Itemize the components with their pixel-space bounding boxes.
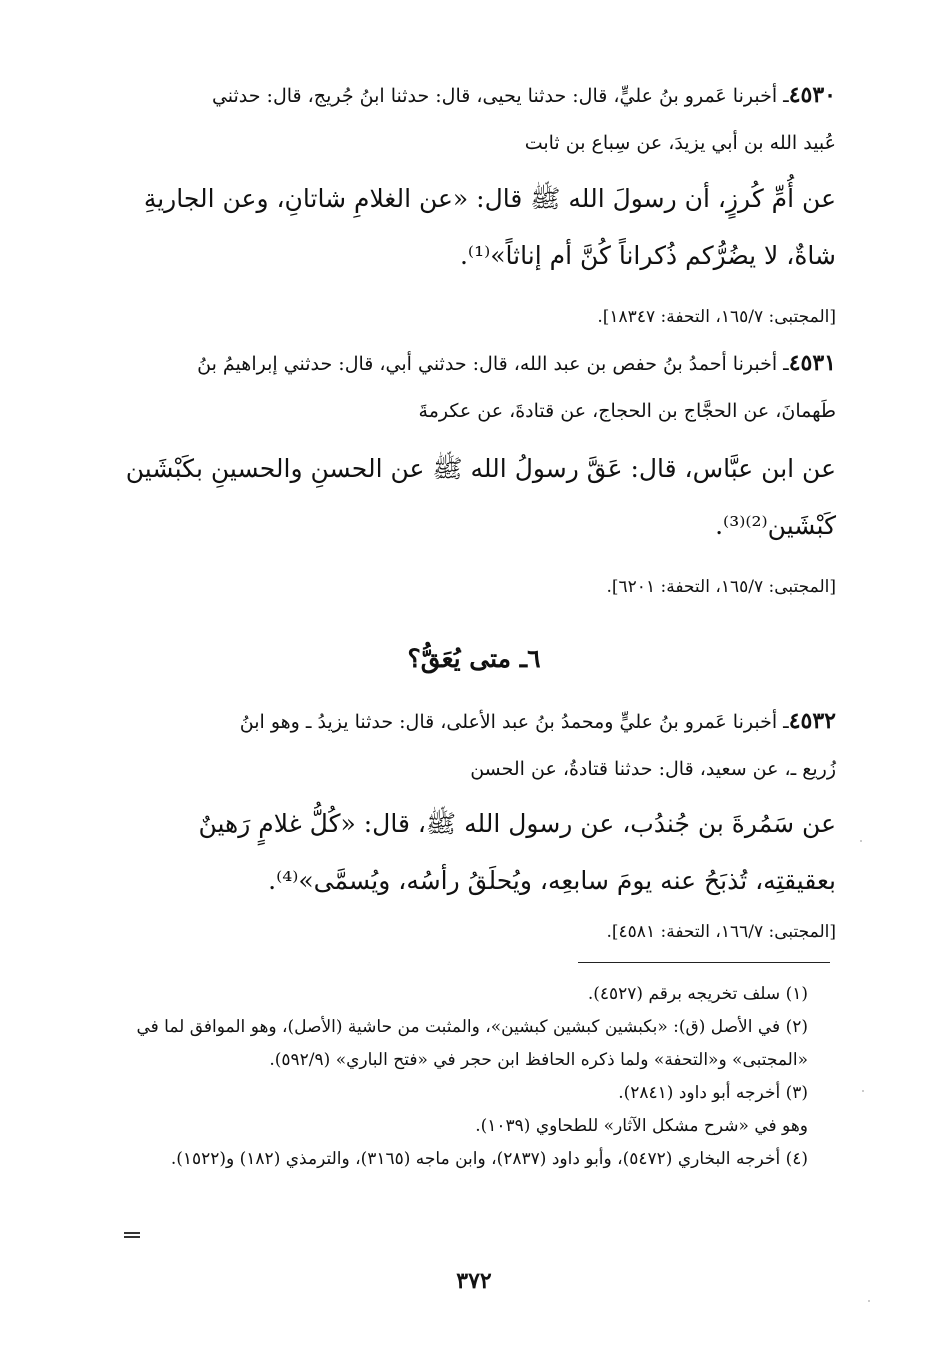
isnad-line-1 [116, 698, 836, 746]
scan-speck [868, 1300, 870, 1302]
hadith-4531-isnad [116, 340, 836, 435]
scan-speck [860, 840, 862, 842]
isnad-text: ـ أخبرنا عَمرو بنُ عليٍّ، قال: حدثنا يحيى، قال: حدثنا ابنُ جُريج، قال: حدثني [211, 85, 789, 107]
isnad-line-1 [116, 72, 836, 120]
footnote-3-continued: وهو في «شرح مشكل الآثار» للطحاوي (١٠٣٩). [475, 1116, 808, 1136]
isnad-line-1 [116, 340, 836, 388]
hadith-number: ٤٥٣٢ [788, 708, 836, 734]
footnote-1: (١) سلف تخريجه برقم (٤٥٢٧). [587, 984, 808, 1004]
footnote-3: (٣) أخرجه أبو داود (٢٨٤١). [618, 1083, 808, 1103]
footnote-separator [578, 962, 830, 963]
isnad-line-2: طَهمانَ، عن الحجَّاج بن الحجاج، عن قتادةَ، عن عكرمةَ [418, 400, 836, 422]
isnad-line-2: زُريع ـ، عن سعيد، قال: حدثنا قتادةُ، عن الحسن [470, 758, 836, 780]
hadith-4530-matn: عن أُمِّ كُرزٍ، أن رسولَ الله ﷺ قال: «عن الغلامِ شاتانِ، وعن الجاريةِ شاةٌ، لا يضُرُّكم ذُكراناً كُنَّ أم إناثاً»⁽¹⁾. [143, 184, 836, 270]
continuation-mark [124, 1232, 140, 1238]
hadith-4532-reference: [المجتبى: ١٦٦/٧، التحفة: ٤٥٨١]. [606, 922, 836, 942]
isnad-text: ـ أخبرنا عَمرو بنُ عليٍّ ومحمدُ بنُ عبد الأعلى، قال: حدثنا يزيدُ ـ وهو ابنُ [239, 711, 789, 733]
hadith-4532-isnad [116, 698, 836, 793]
hadith-4532-matn: عن سَمُرةَ بن جُندُب، عن رسول الله ﷺ، قال: «كُلُّ غلامٍ رَهينٌ بعقيقتِه، تُذبَحُ عنه يومَ سابعِه، ويُحلَقُ رأسُه، ويُسمَّى»⁽⁴⁾. [198, 809, 836, 895]
hadith-number: ٤٥٣٠ [788, 82, 836, 108]
hadith-number: ٤٥٣١ [788, 350, 836, 376]
section-heading: ٦ـ متى يُعَقُّ؟ [407, 644, 541, 673]
footnote-2: (٢) في الأصل (ق): «بكبشين كبشين كبشين»، والمثبت من حاشية (الأصل)، وهو الموافق لما في «المجتبى» و«التحفة» ولما ذكره الحافظ ابن حجر في «فتح الباري» (٥٩٢/٩). [136, 1017, 808, 1070]
footnote-4: (٤) أخرجه البخاري (٥٤٧٢)، وأبو داود (٢٨٣٧)، وابن ماجه (٣١٦٥)، والترمذي (١٨٢) و(١٥٢٢). [170, 1149, 808, 1169]
footnotes [116, 978, 836, 1176]
hadith-4530-isnad [116, 72, 836, 167]
hadith-4531-reference: [المجتبى: ١٦٥/٧، التحفة: ٦٢٠١]. [606, 577, 836, 597]
page-number: ٣٧٢ [456, 1268, 492, 1294]
hadith-4531-matn: عن ابن عبَّاس، قال: عَقَّ رسولُ الله ﷺ عن الحسنِ والحسينِ بكَبْشَين كَبْشَين⁽²⁾⁽³⁾. [125, 454, 836, 540]
isnad-line-2: عُبيد الله بن أبي يزيدَ، عن سِباع بن ثابت [524, 132, 836, 154]
scan-speck [862, 1090, 864, 1092]
isnad-text: ـ أخبرنا أحمدُ بنُ حفص بن عبد الله، قال: حدثني أبي، قال: حدثني إبراهيمُ بنُ [197, 353, 789, 375]
hadith-4530-reference: [المجتبى: ١٦٥/٧، التحفة: ١٨٣٤٧]. [597, 307, 836, 327]
